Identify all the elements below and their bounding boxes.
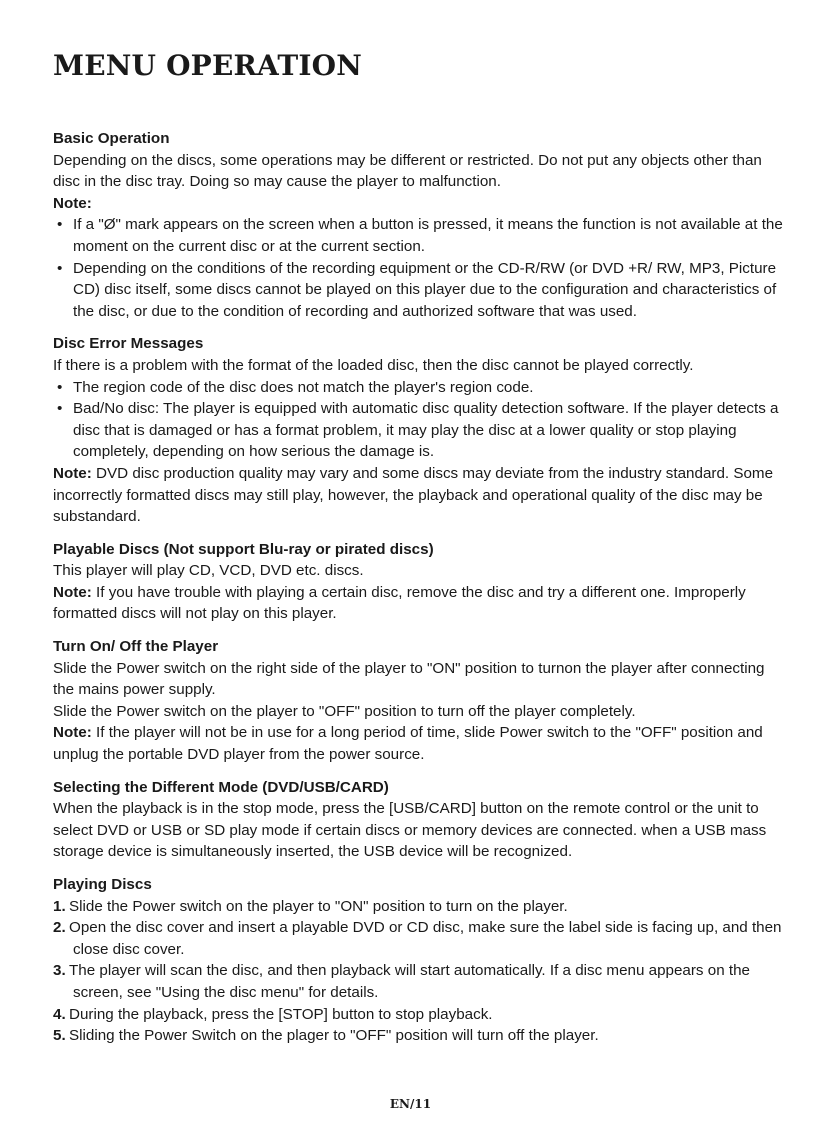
section-heading: Selecting the Different Mode (DVD/USB/CARD) [53, 778, 389, 796]
list-item [53, 917, 788, 960]
bullet-list [53, 214, 788, 322]
list-item: • If a "Ø" mark appears on the screen when a button is pressed, it means the function is not available at the moment on the current disc or at the current section. [53, 214, 788, 257]
bullet-list [53, 377, 788, 463]
step-number: 4. [53, 1005, 66, 1023]
note-label: Note: [53, 583, 92, 601]
step-text: Open the disc cover and insert a playable DVD or CD disc, make sure the label side is facing up, and then close disc cover. [69, 919, 782, 958]
section-heading: Turn On/ Off the Player [53, 638, 219, 656]
paragraph: Slide the Power switch on the player to "OFF" position to turn off the player completely. [53, 702, 636, 720]
section-disc-error-messages [53, 333, 788, 527]
numbered-list [53, 896, 788, 1047]
paragraph: This player will play CD, VCD, DVD etc. discs. [53, 562, 364, 580]
section-basic-operation [53, 128, 788, 322]
section-playing-discs [53, 874, 788, 1047]
step-number: 2. [53, 919, 66, 937]
note-text: If you have trouble with playing a certain disc, remove the disc and try a different one. Improperly formatted discs will not play on this player. [53, 583, 746, 623]
section-heading: Playing Discs [53, 876, 152, 893]
step-number: 1. [53, 897, 66, 915]
note-text: If the player will not be in use for a long period of time, slide Power switch to the "OFF" position and unplug the portable DVD player from the power source. [53, 724, 763, 764]
list-item: • The region code of the disc does not match the player's region code. [53, 377, 788, 399]
paragraph: Depending on the discs, some operations may be different or restricted. Do not put any objects other than disc in the disc tray. Doing so may cause the player to malfunction. [53, 151, 762, 191]
note-paragraph [53, 722, 788, 765]
paragraph: If there is a problem with the format of the loaded disc, then the disc cannot be played correctly. [53, 356, 694, 374]
list-item [53, 1025, 788, 1047]
note-label: Note: [53, 724, 92, 742]
step-text: The player will scan the disc, and then playback will start automatically. If a disc menu appears on the screen, see "Using the disc menu" for details. [69, 962, 750, 1001]
note-text: DVD disc production quality may vary and some discs may deviate from the industry standard. Some incorrectly formatted discs may still play, however, the playback and operational quality of the disc may be substandard. [53, 464, 774, 526]
section-heading: Basic Operation [53, 130, 170, 147]
section-heading: Playable Discs (Not support Blu-ray or pirated discs) [53, 540, 434, 558]
page-title: MENU OPERATION [53, 49, 363, 82]
list-item: • Depending on the conditions of the recording equipment or the CD-R/RW (or DVD +R/ RW, MP3, Picture CD) disc itself, some discs cannot be played on this player due to the configuration and characteristics of the disc, or due to the condition of recording and authorized software that was used. [53, 258, 788, 323]
step-number: 5. [53, 1027, 66, 1045]
note-label: Note: [53, 194, 92, 212]
list-item [53, 1004, 788, 1026]
list-item [53, 896, 788, 918]
page-number: EN/11 [389, 1097, 432, 1111]
step-text: During the playback, press the [STOP] button to stop playback. [69, 1005, 493, 1023]
note-paragraph [53, 463, 788, 528]
page-content [53, 128, 788, 1058]
section-turn-on-off [53, 636, 788, 766]
step-text: Slide the Power switch on the player to "ON" position to turn on the player. [69, 897, 568, 915]
step-text: Sliding the Power Switch on the plager to "OFF" position will turn off the player. [69, 1027, 599, 1045]
section-playable-discs [53, 539, 788, 625]
list-item [53, 960, 788, 1003]
note-paragraph [53, 582, 788, 625]
paragraph: Slide the Power switch on the right side of the player to "ON" position to turnon the player after connecting the mains power supply. [53, 659, 765, 699]
section-heading: Disc Error Messages [53, 335, 204, 353]
note-label: Note: [53, 464, 92, 482]
list-item: • Bad/No disc: The player is equipped with automatic disc quality detection software. If the player detects a disc that is damaged or has a format problem, it may play the disc at a lower quality or stop playing completely, depending on how serious the damage is. [53, 398, 788, 463]
paragraph: When the playback is in the stop mode, press the [USB/CARD] button on the remote control or the unit to select DVD or USB or SD play mode if certain discs or memory devices are connected. when a USB mass storage device is simultaneously inserted, the USB device will be recognized. [53, 800, 767, 861]
step-number: 3. [53, 962, 66, 980]
section-selecting-mode [53, 777, 788, 863]
